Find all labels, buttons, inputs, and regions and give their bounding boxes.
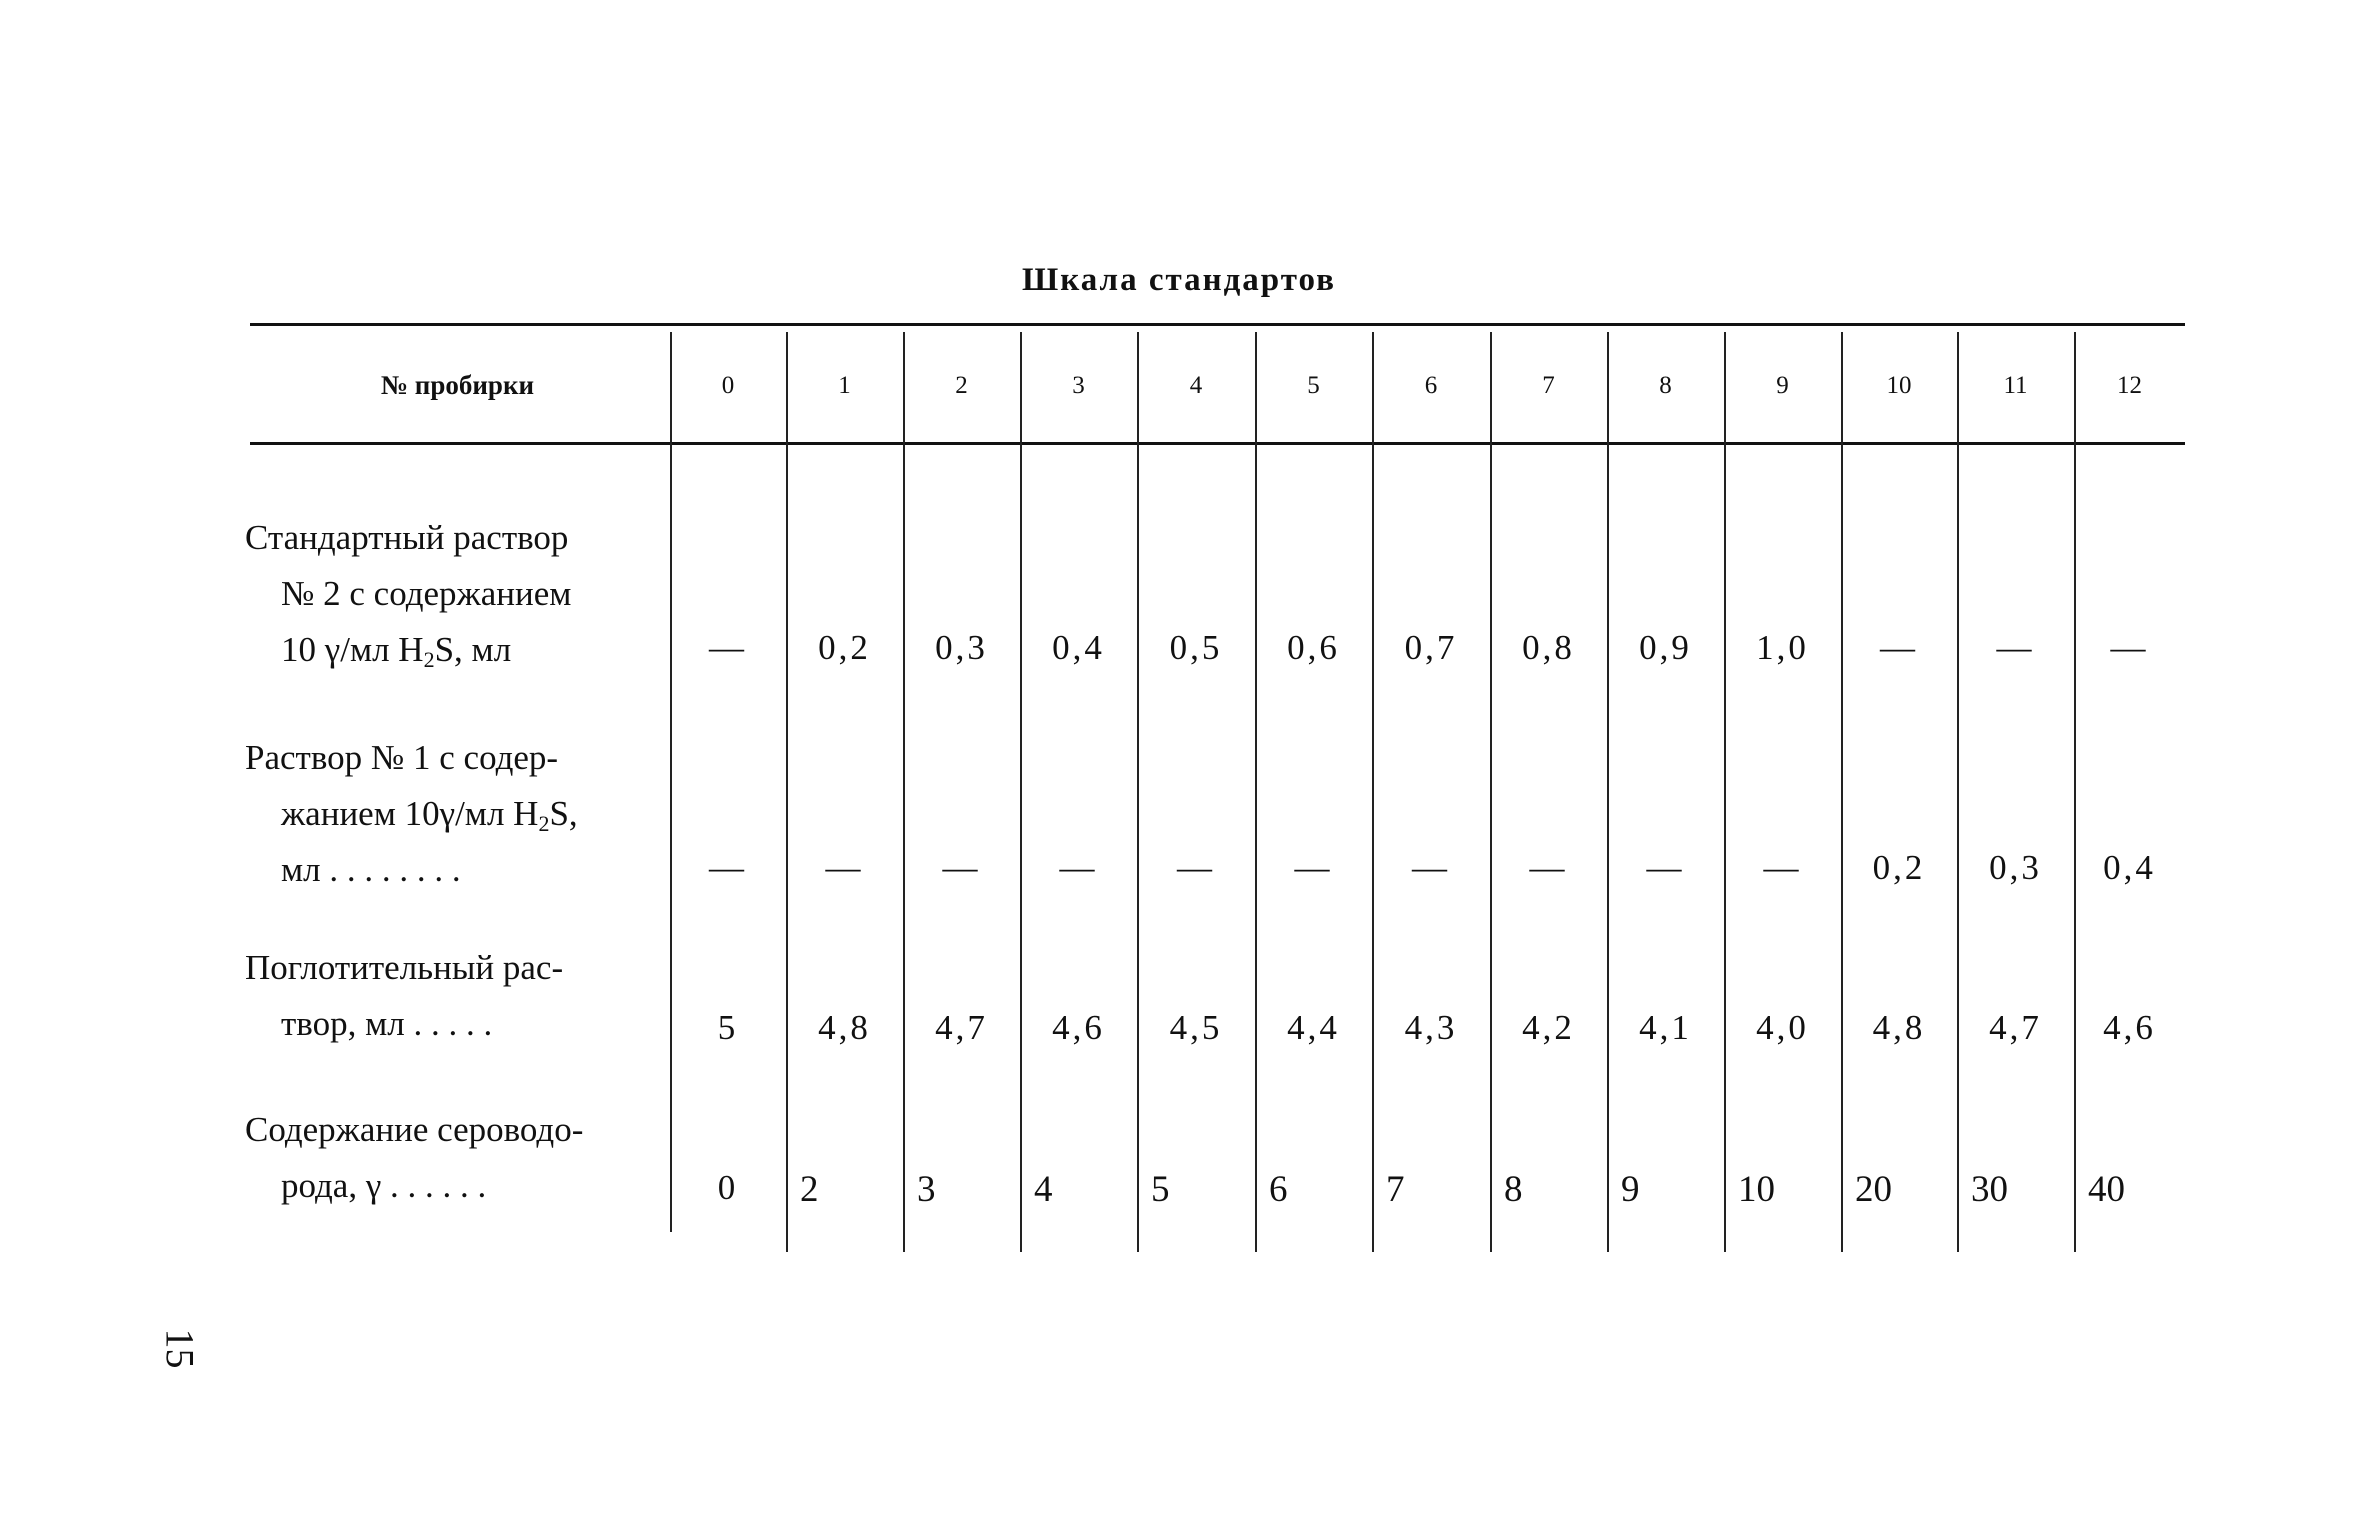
- table-cell: —: [825, 848, 864, 887]
- table-cell: 0,2: [818, 628, 871, 667]
- table-cell: 0,2: [1872, 848, 1926, 887]
- table-cell: 7: [1386, 1169, 1405, 1210]
- row-label-standard-solution-2: Стандартный раствор № 2 с содержанием 10 γ/мл $H_2S$, мл: [245, 518, 572, 672]
- column-separator: [1372, 332, 1374, 1252]
- column-header: 7: [1542, 372, 1555, 399]
- column-separator: [786, 332, 788, 1252]
- table-cell: —: [709, 848, 747, 887]
- table-cell: 4,7: [935, 1008, 988, 1047]
- row-label-absorbing-solution: Поглотительный рас- твор, мл . . . . .: [245, 948, 564, 1043]
- table-cell: 9: [1621, 1169, 1640, 1210]
- table-cell: 4: [1034, 1169, 1053, 1210]
- column-header: 2: [955, 372, 968, 399]
- row-label-solution-1: Раствор № 1 с содер- жанием 10γ/мл $H_2S$, мл . . . . . . . .: [245, 738, 578, 889]
- table-cell: —: [1412, 848, 1450, 887]
- table-cell: 0,4: [1052, 628, 1105, 667]
- table-cell: —: [1294, 848, 1333, 887]
- column-header: 3: [1072, 372, 1085, 399]
- table-cell: 30: [1971, 1169, 2008, 1210]
- table-cell: 0,3: [935, 628, 988, 667]
- table-cell: 4,6: [1052, 1008, 1105, 1047]
- table-cell: 0,3: [1989, 848, 2042, 887]
- column-separator: [1724, 332, 1726, 1252]
- page-number: 15: [157, 1328, 203, 1369]
- table-title: Шкала стандартов: [1022, 262, 1336, 298]
- table-cell: 0,7: [1404, 628, 1458, 667]
- table-cell: 8: [1504, 1169, 1523, 1210]
- column-header: 8: [1659, 372, 1672, 399]
- table-cell: —: [1529, 848, 1568, 887]
- table-cell: 5: [1151, 1169, 1170, 1210]
- table-cell: 3: [917, 1169, 936, 1210]
- column-separator: [1957, 332, 1959, 1252]
- table-cell: —: [1059, 848, 1098, 887]
- table-cell: 4,2: [1522, 1008, 1575, 1047]
- column-separator: [1137, 332, 1139, 1252]
- header-label-tube-number: № пробирки: [380, 370, 535, 400]
- table-cell: 4,0: [1756, 1008, 1809, 1047]
- table-cell: —: [942, 848, 981, 887]
- column-separator: [903, 332, 905, 1252]
- column-header: 5: [1307, 372, 1320, 399]
- table-cell: 4,4: [1287, 1008, 1340, 1047]
- table-cell: 0,5: [1169, 628, 1223, 667]
- column-header: 9: [1776, 372, 1789, 399]
- table-cell: —: [1996, 628, 2035, 667]
- table-cell: 4,3: [1404, 1008, 1458, 1047]
- table-cell: 6: [1269, 1169, 1288, 1210]
- table-cell: 2: [800, 1169, 819, 1210]
- column-separator: [1607, 332, 1609, 1252]
- table-cell: 0,4: [2103, 848, 2156, 887]
- column-separator: [670, 332, 672, 1232]
- column-separator: [1255, 332, 1257, 1252]
- table-cell: —: [1646, 848, 1685, 887]
- row-label-hydrogen-sulfide-content: Содержание сероводо- рода, γ . . . . . .: [245, 1110, 584, 1205]
- table-cell: 4,6: [2103, 1008, 2156, 1047]
- table-cell: —: [1880, 628, 1918, 667]
- column-header: 0: [721, 372, 735, 399]
- table-cell: 10: [1738, 1169, 1775, 1210]
- table-cell: 5: [717, 1008, 739, 1047]
- table-cell: 4,5: [1169, 1008, 1223, 1047]
- table-cell: 4,8: [818, 1008, 871, 1047]
- table-cell: 0,9: [1639, 628, 1692, 667]
- table-cell: —: [1763, 848, 1802, 887]
- table-cell: —: [709, 628, 747, 667]
- table-cell: 20: [1855, 1169, 1892, 1210]
- column-header: 1: [838, 372, 851, 399]
- header-rule: [250, 442, 2185, 445]
- column-header: 6: [1424, 372, 1438, 399]
- table-cell: 0: [717, 1168, 739, 1207]
- table-cell: —: [1177, 848, 1215, 887]
- column-header: 11: [2003, 372, 2028, 399]
- table-cell: 4,8: [1872, 1008, 1926, 1047]
- table-cell: 0,6: [1287, 628, 1340, 667]
- top-rule: [250, 323, 2185, 326]
- column-separator: [1490, 332, 1492, 1252]
- column-header: 10: [1886, 372, 1912, 399]
- table-cell: 1,0: [1756, 628, 1809, 667]
- table-cell: 40: [2088, 1169, 2125, 1210]
- table-cell: 0,8: [1522, 628, 1575, 667]
- table-cell: 4,1: [1639, 1008, 1692, 1047]
- column-separator: [1020, 332, 1022, 1252]
- column-header: 12: [2117, 372, 2142, 399]
- column-separator: [1841, 332, 1843, 1252]
- table-cell: —: [2110, 628, 2149, 667]
- table-cell: 4,7: [1989, 1008, 2042, 1047]
- column-header: 4: [1189, 372, 1203, 399]
- column-separator: [2074, 332, 2076, 1252]
